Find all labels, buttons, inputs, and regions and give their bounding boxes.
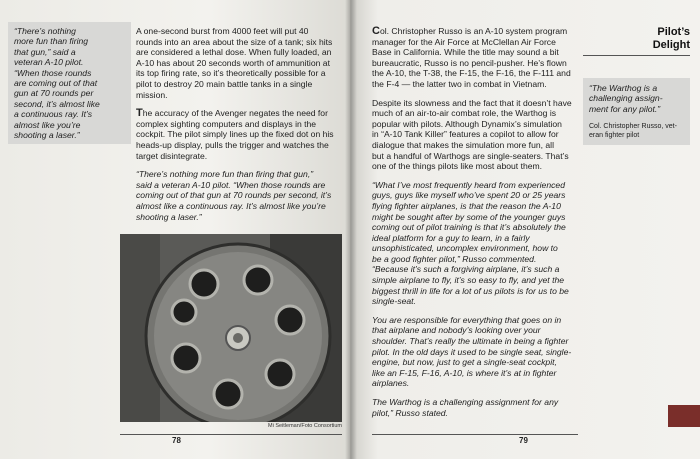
text-line: pilot. In the old days it used to be single seat, single- xyxy=(372,346,572,357)
text-line: unsophisticated, uncomplex environment, how to xyxy=(372,243,558,254)
section-title xyxy=(583,26,690,56)
text-line: cockpit. The pilot simply lines up the fixed dot on his xyxy=(136,129,334,140)
book-gutter xyxy=(345,0,357,459)
text-line: rounds into an area about the size of a tank; six hits xyxy=(136,36,333,47)
text-line: but a handful of Warthogs are single-seaters. That’s xyxy=(372,150,569,161)
footer-rule xyxy=(120,434,342,435)
text-line: pilot to destroy 20 main battle tanks in a single xyxy=(136,78,313,89)
text-line: Base in California. While the title may sound a bit xyxy=(372,47,559,58)
text-line: are considered a lethal dose. When fully loaded, an xyxy=(136,47,332,58)
drop-cap: C xyxy=(372,25,380,37)
text-line: airplanes. xyxy=(372,378,410,389)
text-line: simple airplane to fly, it’s so easy to fly, and yet the xyxy=(372,275,565,286)
quote-paragraph xyxy=(136,169,348,222)
aside-quote-line: “The Warthog is a xyxy=(589,83,658,93)
footer-rule xyxy=(372,434,578,435)
pull-quote-line: “When those rounds xyxy=(14,67,92,78)
page-edge-tag xyxy=(668,405,700,427)
paragraph xyxy=(372,26,577,90)
pull-quote-line: a continuous ray. It’s xyxy=(14,109,93,120)
text-line: “What I’ve most frequently heard from experienced xyxy=(372,179,565,190)
text-line: The Warthog is a challenging assignment for any xyxy=(372,397,559,407)
aside-quote-line: challenging assign- xyxy=(589,93,663,104)
page-number: 78 xyxy=(172,436,181,445)
aside-attribution-line: Col. Christopher Russo, vet- xyxy=(589,123,677,131)
text-line: A-10 has about 20 seconds worth of ammunition at xyxy=(136,57,330,68)
pull-quote-line: are coming out of that xyxy=(14,78,98,89)
paragraph xyxy=(372,98,577,172)
text-line: target disintegrate. xyxy=(136,150,208,161)
text-line: said a veteran A-10 pilot. “When those rounds are xyxy=(136,179,326,190)
text-line: biggest thrill in life for a lot of us pilots is for us to be xyxy=(372,285,569,296)
text-line: “There’s nothing more fun than firing that gun,” xyxy=(136,169,314,180)
pull-quote-line: veteran A-10 pilot. xyxy=(14,57,84,68)
aside-attribution xyxy=(589,122,684,140)
text-line: the A-10, the T-38, the F-15, the F-16, the F-111 and xyxy=(372,68,571,79)
aside-quote-line: ment for any pilot.” xyxy=(589,103,661,114)
text-line: manager for the Air Force at McClellan Air Force xyxy=(372,36,556,47)
text-line: one of the things pilots like most about them. xyxy=(372,161,543,172)
text-line: much of an air-to-air combat role, the Warthog is xyxy=(372,108,557,119)
text-line: he accuracy of the Avenger negates the need for xyxy=(142,108,328,119)
aside-quote xyxy=(589,83,684,114)
text-line: “Because it’s such a forgiving airplane, it’s such a xyxy=(372,264,560,275)
text-line: popular with pilots. Although Dynamix’s simulation xyxy=(372,118,562,129)
text-line: mission. xyxy=(136,89,168,100)
text-line: single-seat. xyxy=(372,296,416,307)
aside-attribution-line: eran fighter pilot xyxy=(589,132,640,140)
text-line: the F-4 — the latter two in combat in Vietnam. xyxy=(372,78,547,89)
right-body-text xyxy=(372,26,577,426)
text-line: complex sighting computers and displays in the xyxy=(136,118,317,129)
section-title-line: Delight xyxy=(652,39,690,51)
text-line: pilot,” Russo stated. xyxy=(372,407,448,418)
pull-quote-line: gun at 70 rounds per xyxy=(14,88,94,99)
pull-quote-box xyxy=(8,22,131,144)
text-line: in “A-10 Tank Killer” features a copilot to allow for xyxy=(372,129,559,140)
pull-quote-line: shooting a laser.” xyxy=(14,130,80,141)
text-line: Despite its slowness and the fact that it doesn’t have xyxy=(372,97,572,108)
text-line: guys, guys like myself who’ve spent 20 or 25 years xyxy=(372,190,566,201)
text-line: A one-second burst from 4000 feet will put 40 xyxy=(136,26,309,36)
pull-quote-line: “There’s nothing xyxy=(14,26,76,36)
text-line: heads-up display, pulls the trigger and watches the xyxy=(136,139,329,150)
quote-paragraph xyxy=(372,315,577,389)
pull-quote-line: more fun than firing xyxy=(14,36,89,47)
pull-quote-line: almost like you’re xyxy=(14,119,81,130)
text-line: its top firing rate, so it’s theoretically possible for a xyxy=(136,68,326,79)
gun-barrels-illustration xyxy=(120,234,342,422)
text-line: be a good fighter pilot,” Russo commented. xyxy=(372,253,537,264)
text-line: ideal platform for a guy to learn, in a fairly xyxy=(372,232,530,243)
text-line: almost like a continuous ray. It’s almost like you’re xyxy=(136,200,326,211)
text-line: shooting a laser.” xyxy=(136,211,202,222)
text-line: that airplane and nobody’s looking over your xyxy=(372,325,541,336)
text-line: dialogue that makes the simulation more fun, all xyxy=(372,139,555,150)
text-line: like an F-15, F-16, A-10, is where it’s at in fighter xyxy=(372,367,557,378)
text-line: shoulder. That’s really the ultimate in being a fighter xyxy=(372,336,569,347)
text-line: coming out of that gun at 70 rounds per second, it’s xyxy=(136,190,332,201)
text-line: ol. Christopher Russo is an A-10 system program xyxy=(379,26,568,36)
text-line: You are responsible for everything that goes on in xyxy=(372,314,562,325)
paragraph xyxy=(136,108,348,161)
text-line: might be sought after by some of the younger guys xyxy=(372,211,566,222)
quote-paragraph xyxy=(372,180,577,307)
pull-quote-line: second, it’s almost like xyxy=(14,98,100,109)
left-body-text xyxy=(136,26,348,230)
aside-quote-box xyxy=(583,78,690,145)
gatling-gun-photo xyxy=(120,234,342,422)
text-line: coming out of pilot training is that it’s absolutely the xyxy=(372,222,566,233)
section-title-line: Pilot’s xyxy=(657,26,690,38)
page-number: 79 xyxy=(519,436,528,445)
text-line: bureaucratic, Russo is no pencil-pusher. He’s flown xyxy=(372,57,567,68)
text-line: flying fighter airplanes, is that the reason the A-10 xyxy=(372,200,561,211)
paragraph xyxy=(136,26,348,100)
quote-paragraph xyxy=(372,397,577,418)
photo-credit: Mi Seitleman/Foto Consortium xyxy=(268,423,342,429)
drop-cap: T xyxy=(136,107,143,120)
pull-quote-line: that gun,” said a xyxy=(14,46,76,57)
text-line: engine, but now, just to get a single-seat cockpit, xyxy=(372,357,557,368)
